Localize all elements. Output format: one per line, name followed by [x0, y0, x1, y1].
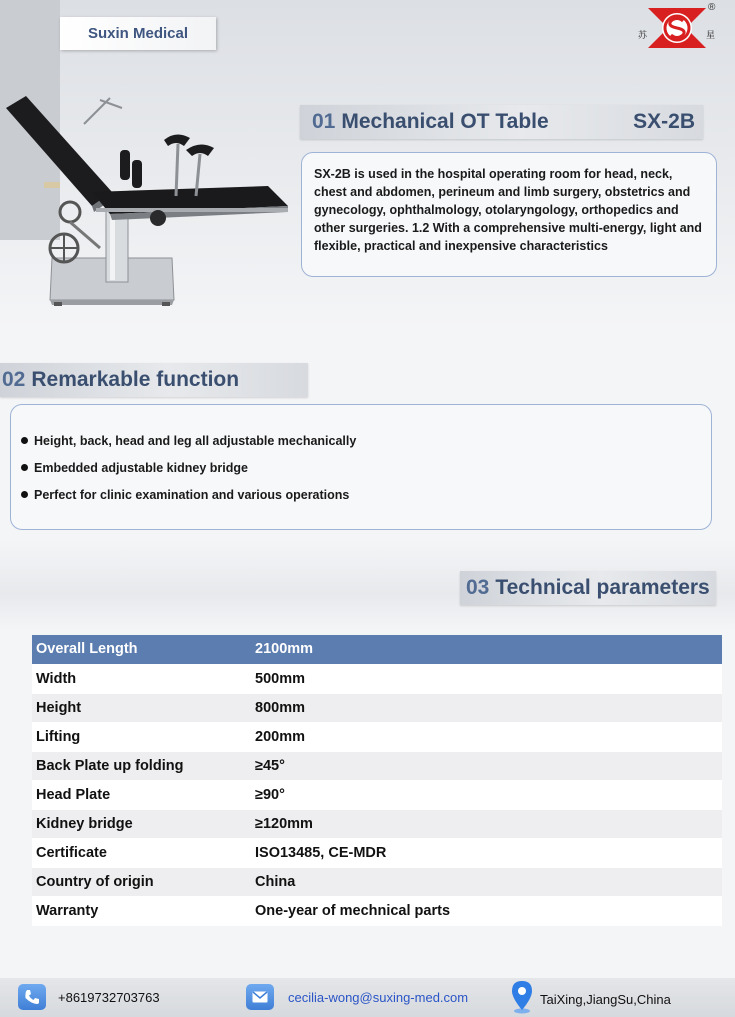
bullet-icon	[21, 437, 28, 444]
param-value: One-year of mechnical parts	[251, 896, 722, 925]
table-row	[32, 664, 722, 693]
phone-icon	[18, 984, 46, 1010]
function-text: Height, back, head and leg all adjustable mechanically	[34, 433, 357, 448]
phone-number: +8619732703763	[58, 989, 160, 1005]
model-number: SX-2B	[633, 110, 695, 133]
email-contact[interactable]	[246, 984, 468, 1010]
section-title: Mechanical OT Table	[341, 110, 549, 133]
section-number: 02	[2, 368, 26, 391]
spec-table	[32, 635, 722, 926]
product-description-box	[301, 152, 717, 277]
param-value: 800mm	[251, 693, 722, 722]
table-row	[32, 896, 722, 925]
logo-char-right: 星	[706, 31, 716, 41]
location-pin-icon	[510, 980, 534, 1014]
phone-contact[interactable]	[18, 984, 160, 1010]
function-text: Perfect for clinic examination and various operations	[34, 487, 350, 502]
bullet-icon	[21, 464, 28, 471]
table-row	[32, 751, 722, 780]
table-row	[32, 693, 722, 722]
table-row	[32, 809, 722, 838]
location-text: TaiXing,JiangSu,China	[540, 991, 671, 1007]
logo-char-left: 苏	[638, 31, 648, 41]
section-parameters-title	[460, 571, 716, 605]
param-value: China	[251, 867, 722, 896]
param-name: Overall Length	[32, 635, 251, 664]
table-row	[32, 838, 722, 867]
section-functions-title	[0, 363, 308, 397]
param-name: Width	[32, 664, 251, 693]
param-value: 500mm	[251, 664, 722, 693]
product-description: SX-2B is used in the hospital operating room for head, neck, chest and abdomen, perineum and limb surgery, obstetrics and gynecology, ophthalmology, otolaryngology, orthopedics and other surgeries. 1.2 With a comprehensive multi-energy, light and flexible, practical and inexpensive characteristics	[314, 167, 702, 253]
param-name: Kidney bridge	[32, 809, 251, 838]
section-number: 01	[312, 110, 336, 133]
param-value: ISO13485, CE-MDR	[251, 838, 722, 867]
location-contact	[510, 984, 671, 1014]
table-row	[32, 867, 722, 896]
table-row	[32, 780, 722, 809]
param-value: 200mm	[251, 722, 722, 751]
bullet-icon	[21, 491, 28, 498]
contact-footer	[0, 978, 735, 1017]
param-name: Head Plate	[32, 780, 251, 809]
param-value: ≥90°	[251, 780, 722, 809]
company-name-tab: Suxin Medical	[60, 17, 216, 50]
param-name: Certificate	[32, 838, 251, 867]
list-item	[21, 454, 711, 481]
param-value: ≥45°	[251, 751, 722, 780]
operating-table-image	[0, 88, 295, 314]
registered-mark: ®	[708, 2, 716, 13]
param-name: Country of origin	[32, 867, 251, 896]
list-item	[21, 481, 711, 508]
email-address[interactable]: cecilia-wong@suxing-med.com	[288, 989, 469, 1005]
param-name: Warranty	[32, 896, 251, 925]
section-title: Remarkable function	[31, 368, 240, 391]
function-list	[10, 404, 712, 530]
param-value: ≥120mm	[251, 809, 722, 838]
function-text: Embedded adjustable kidney bridge	[34, 460, 248, 475]
section-number: 03	[466, 576, 490, 599]
param-name: Back Plate up folding	[32, 751, 251, 780]
table-row	[32, 722, 722, 751]
param-value: 2100mm	[251, 635, 722, 664]
section-product-title	[300, 105, 703, 139]
list-item	[21, 427, 711, 454]
param-name: Height	[32, 693, 251, 722]
table-row	[32, 635, 722, 664]
param-name: Lifting	[32, 722, 251, 751]
section-title: Technical parameters	[495, 576, 710, 599]
mail-icon	[246, 984, 274, 1010]
